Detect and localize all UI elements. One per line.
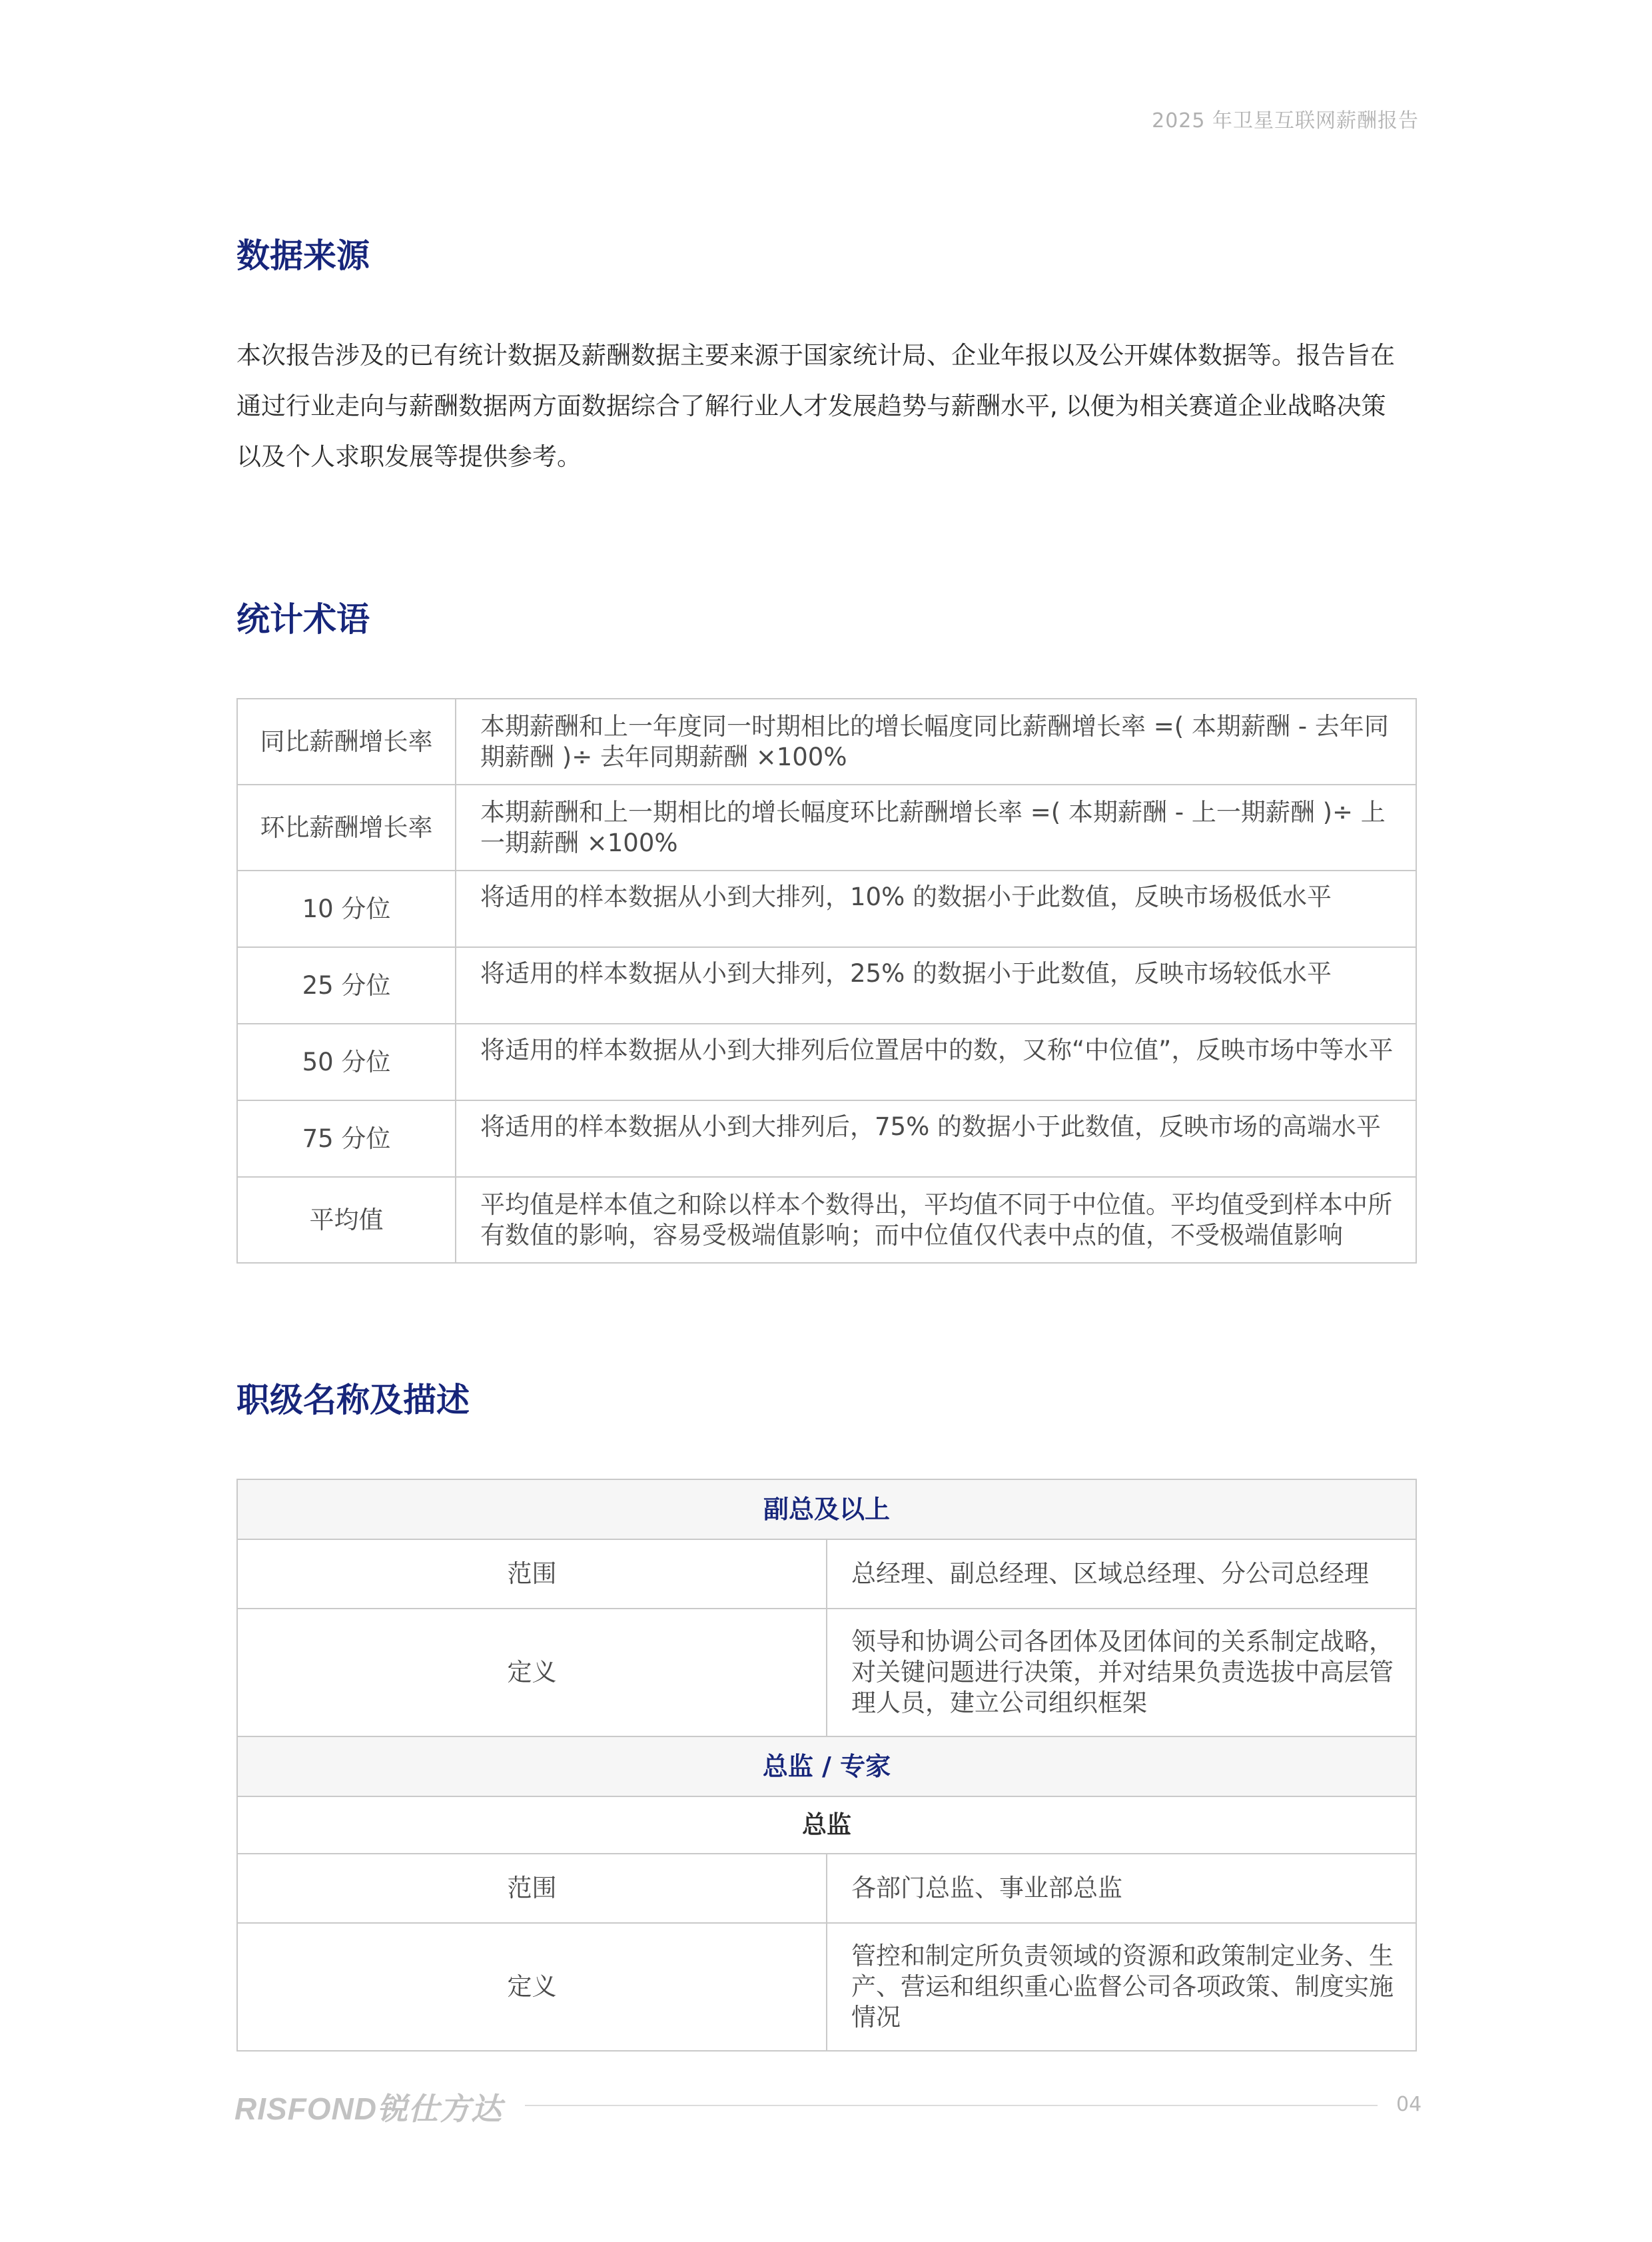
table-row — [237, 1923, 1416, 2051]
paragraph-line: 以及个人求职发展等提供参考。 — [236, 442, 582, 471]
table-row — [237, 785, 1416, 871]
table-row — [237, 947, 1416, 1024]
table-row — [237, 1024, 1416, 1100]
range-value: 各部门总监、事业部总监 — [827, 1854, 1416, 1923]
company-logo: RISFOND锐仕方达 — [234, 2091, 502, 2126]
desc-cell: 本期薪酬和上一期相比的增长幅度环比薪酬增长率 =( 本期薪酬 - 上一期薪酬 )÷ 上一期薪酬 ×100% — [456, 785, 1416, 871]
terms-table — [236, 698, 1417, 1264]
definition-value: 领导和协调公司各团体及团体间的关系制定战略，对关键问题进行决策，并对结果负责选拔中高层管理人员，建立公司组织框架 — [827, 1609, 1416, 1736]
definition-value: 管控和制定所负责领域的资源和政策制定业务、生产、营运和组织重心监督公司各项政策、制度实施情况 — [827, 1923, 1416, 2051]
term-cell: 75 分位 — [237, 1100, 456, 1177]
desc-cell: 将适用的样本数据从小到大排列后位置居中的数，又称“中位值”，反映市场中等水平 — [456, 1024, 1416, 1100]
job-levels-table — [236, 1479, 1417, 2052]
footer-divider — [525, 2105, 1378, 2106]
range-label: 范围 — [237, 1539, 827, 1609]
definition-label: 定义 — [237, 1923, 827, 2051]
term-cell: 10 分位 — [237, 871, 456, 947]
desc-cell: 平均值是样本值之和除以样本个数得出，平均值不同于中位值。平均值受到样本中所有数值的影响，容易受极端值影响；而中位值仅代表中点的值，不受极端值影响 — [456, 1177, 1416, 1263]
level-subheader: 总监 — [237, 1796, 1416, 1854]
heading-job-levels: 职级名称及描述 — [236, 1381, 470, 1419]
definition-label: 定义 — [237, 1609, 827, 1736]
report-title: 2025 年卫星互联网薪酬报告 — [1152, 109, 1419, 133]
desc-cell: 将适用的样本数据从小到大排列后，75% 的数据小于此数值，反映市场的高端水平 — [456, 1100, 1416, 1177]
page-number: 04 — [1396, 2093, 1422, 2116]
desc-cell: 将适用的样本数据从小到大排列，10% 的数据小于此数值，反映市场极低水平 — [456, 871, 1416, 947]
table-row — [237, 1609, 1416, 1736]
heading-data-source: 数据来源 — [236, 236, 370, 275]
term-cell: 平均值 — [237, 1177, 456, 1263]
term-cell: 25 分位 — [237, 947, 456, 1024]
table-row — [237, 1177, 1416, 1263]
range-label: 范围 — [237, 1854, 827, 1923]
data-source-paragraph — [236, 330, 1416, 482]
range-value: 总经理、副总经理、区域总经理、分公司总经理 — [827, 1539, 1416, 1609]
level-group-header: 副总及以上 — [237, 1479, 1416, 1539]
table-row — [237, 1736, 1416, 1796]
level-group-header: 总监 / 专家 — [237, 1736, 1416, 1796]
paragraph-line: 通过行业走向与薪酬数据两方面数据综合了解行业人才发展趋势与薪酬水平, 以便为相关赛道企业战略决策 — [236, 392, 1386, 420]
term-cell: 同比薪酬增长率 — [237, 699, 456, 785]
table-row — [237, 1479, 1416, 1539]
table-row — [237, 1539, 1416, 1609]
table-row — [237, 1100, 1416, 1177]
table-row — [237, 1796, 1416, 1854]
term-cell: 50 分位 — [237, 1024, 456, 1100]
table-row — [237, 1854, 1416, 1923]
desc-cell: 本期薪酬和上一年度同一时期相比的增长幅度同比薪酬增长率 =( 本期薪酬 - 去年同期薪酬 )÷ 去年同期薪酬 ×100% — [456, 699, 1416, 785]
table-row — [237, 871, 1416, 947]
table-row — [237, 699, 1416, 785]
term-cell: 环比薪酬增长率 — [237, 785, 456, 871]
desc-cell: 将适用的样本数据从小到大排列，25% 的数据小于此数值，反映市场较低水平 — [456, 947, 1416, 1024]
paragraph-line: 本次报告涉及的已有统计数据及薪酬数据主要来源于国家统计局、企业年报以及公开媒体数据等。报告旨在 — [236, 341, 1395, 370]
heading-statistical-terms: 统计术语 — [236, 600, 370, 639]
